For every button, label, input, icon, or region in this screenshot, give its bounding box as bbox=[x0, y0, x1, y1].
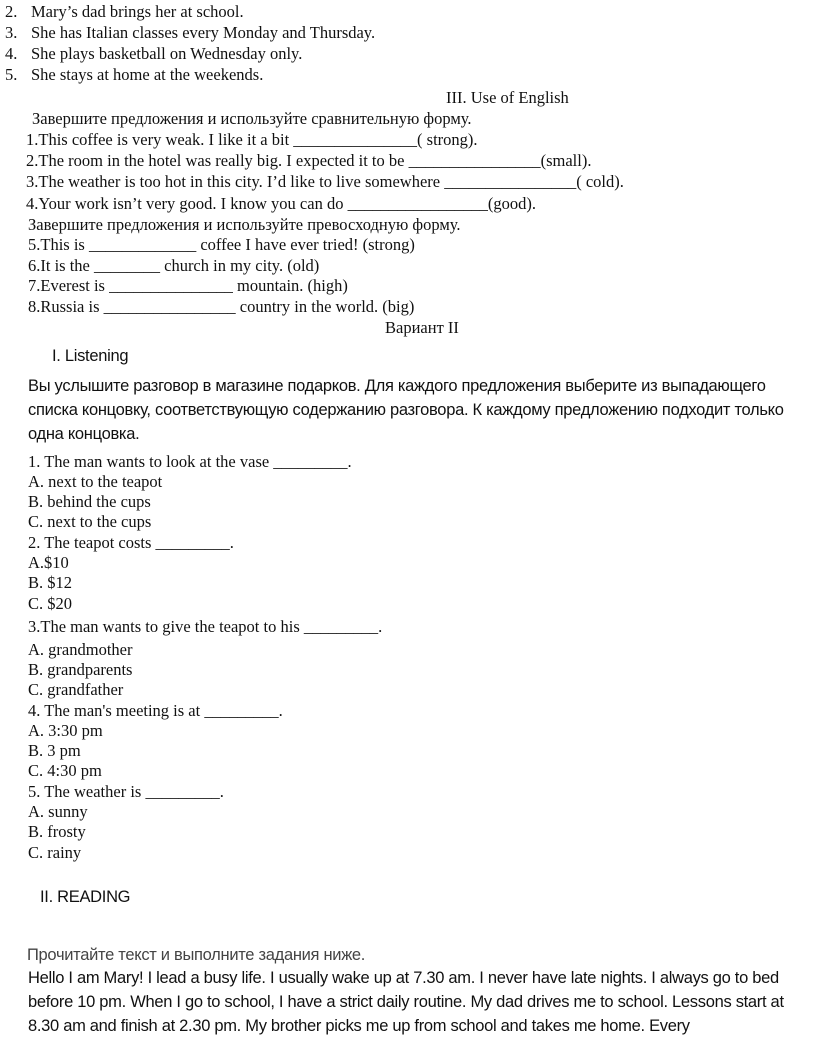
section-heading-reading: II. READING bbox=[40, 888, 131, 906]
statement-text: Mary’s dad brings her at school. bbox=[31, 2, 244, 21]
statement-item bbox=[5, 65, 263, 85]
variant-heading: Вариант II bbox=[385, 318, 459, 337]
answer-option: C. grandfather bbox=[28, 680, 124, 699]
exercise-item: 3.The weather is too hot in this city. I’d like to live somewhere ________________( cold). bbox=[26, 172, 624, 191]
answer-option: B. grandparents bbox=[28, 660, 133, 679]
statement-text: She stays at home at the weekends. bbox=[31, 65, 264, 84]
exercise-item: 8.Russia is ________________ country in the world. (big) bbox=[28, 297, 415, 316]
statement-number: 2. bbox=[5, 2, 18, 21]
reading-instruction: Прочитайте текст и выполните задания ниже. bbox=[27, 946, 366, 964]
instruction-comparative: Завершите предложения и используйте сравнительную форму. bbox=[32, 109, 472, 128]
answer-option: A. 3:30 pm bbox=[28, 721, 103, 740]
statement-number: 3. bbox=[5, 23, 18, 42]
answer-option: B. 3 pm bbox=[28, 741, 81, 760]
answer-option: A.$10 bbox=[28, 553, 69, 572]
question-line: 1. The man wants to look at the vase _________. bbox=[28, 452, 352, 471]
answer-option: B. behind the cups bbox=[28, 492, 151, 511]
statement-text: She plays basketball on Wednesday only. bbox=[31, 44, 303, 63]
exercise-item: 2.The room in the hotel was really big. I expected it to be ________________(small). bbox=[26, 151, 592, 170]
answer-option: C. 4:30 pm bbox=[28, 761, 102, 780]
answer-option: A. next to the teapot bbox=[28, 472, 163, 491]
answer-option: C. $20 bbox=[28, 594, 73, 613]
statement-number: 4. bbox=[5, 44, 18, 63]
answer-option: C. next to the cups bbox=[28, 512, 152, 531]
listening-instruction: Вы услышите разговор в магазине подарков. Для каждого предложения выберите из выпадающего списка концовку, соответствующую содержанию разговора. К каждому предложению подходит только одна концовка. bbox=[28, 377, 784, 443]
answer-option: A. sunny bbox=[28, 802, 88, 821]
question-line: 4. The man's meeting is at _________. bbox=[28, 701, 283, 720]
answer-option: B. frosty bbox=[28, 822, 86, 841]
exercise-item: 6.It is the ________ church in my city. (old) bbox=[28, 256, 320, 275]
statement-number: 5. bbox=[5, 65, 18, 84]
answer-option: A. grandmother bbox=[28, 640, 133, 659]
statement-item bbox=[5, 44, 302, 64]
question-line: 3.The man wants to give the teapot to his _________. bbox=[28, 617, 383, 636]
exercise-item: 1.This coffee is very weak. I like it a bit _______________( strong). bbox=[26, 130, 478, 149]
exercise-item: 4.Your work isn’t very good. I know you can do _________________(good). bbox=[26, 194, 536, 213]
statement-text: She has Italian classes every Monday and Thursday. bbox=[31, 23, 376, 42]
exercise-item: 7.Everest is _______________ mountain. (high) bbox=[28, 276, 348, 295]
exercise-item: 5.This is _____________ coffee I have ever tried! (strong) bbox=[28, 235, 415, 254]
reading-text: Hello I am Mary! I lead a busy life. I usually wake up at 7.30 am. I never have late nights. I always go to bed before 10 pm. When I go to school, I have a strict daily routine. My dad drives me to school. Lessons start at 8.30 am and finish at 2.30 pm. My brother picks me up from school and takes me home. Every bbox=[28, 969, 784, 1035]
statement-item bbox=[5, 23, 375, 43]
question-line: 2. The teapot costs _________. bbox=[28, 533, 234, 552]
answer-option: B. $12 bbox=[28, 573, 73, 592]
instruction-superlative: Завершите предложения и используйте превосходную форму. bbox=[28, 215, 461, 234]
question-line: 5. The weather is _________. bbox=[28, 782, 224, 801]
answer-option: C. rainy bbox=[28, 843, 82, 862]
statement-item bbox=[5, 2, 244, 22]
section-heading-listening: I. Listening bbox=[52, 347, 129, 365]
section-heading-use-of-english: III. Use of English bbox=[446, 88, 569, 107]
